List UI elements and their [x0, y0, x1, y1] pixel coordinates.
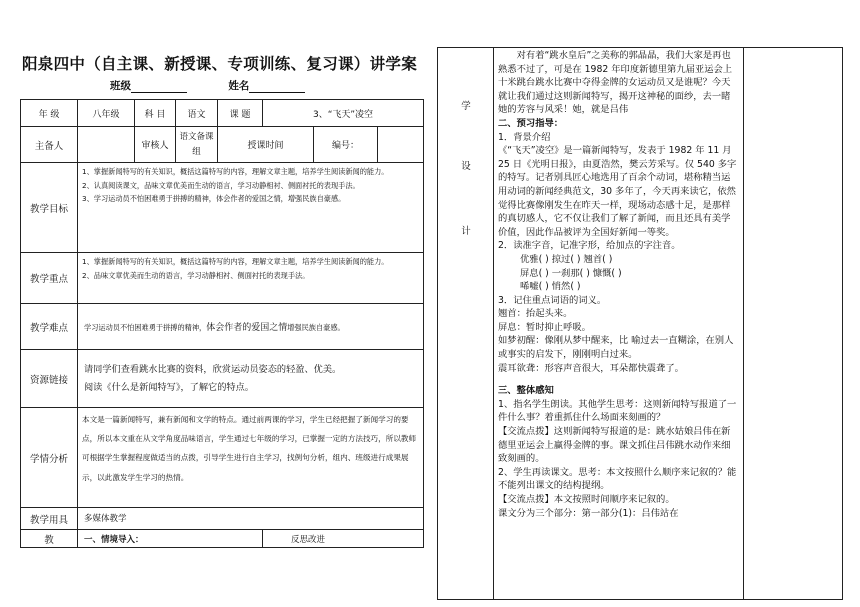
side-char: 设 [461, 161, 471, 172]
preview-heading: 二、预习指导： [498, 117, 564, 129]
name-field[interactable] [249, 80, 305, 93]
side-char: 学 [461, 101, 471, 112]
pinyin-line: 唏嘘( ) 悄然( ) [520, 281, 581, 293]
design-table [437, 47, 843, 600]
page-title: 阳泉四中（自主课、新授课、专项训练、复习课）讲学案 [22, 55, 418, 73]
words-title: 3．记住重点词语的词义。 [498, 294, 607, 306]
design-side-label [438, 48, 494, 600]
tools-label: 教学用具 [21, 508, 78, 530]
subject-value: 语文 [176, 100, 218, 127]
side-char: 计 [461, 226, 471, 237]
resources-content [78, 350, 424, 408]
question: 1、指名学生朗读。其他学生思考：这则新闻特写报道了一件什么事？着重抓住什么场面来刻画的？ [498, 398, 737, 424]
goal-item: 3、学习运动员不怕困难勇于拼搏的精神，体会作者的爱国之情，增强民族自豪感。 [82, 194, 346, 203]
difficulty-text-b: 体会作者的爱国之情 [206, 323, 288, 333]
goal-item: 2、认真阅读课文，品味文章优美而生动的语言，学习动静相衬、侧面衬托的表现手法。 [82, 180, 360, 190]
design-notes-column [744, 48, 843, 600]
preparer-value [78, 127, 135, 163]
answer: 课文分为三个部分：第一部分(1)：吕伟站在 [498, 507, 679, 519]
preparer-label: 主备人 [21, 127, 78, 163]
class-field[interactable] [131, 80, 187, 93]
grade-label: 年 级 [21, 100, 78, 127]
goal-item: 1、掌握新闻特写的有关知识，概括这篇特写的内容，理解文章主题，培养学生阅读新闻的能力。 [82, 167, 389, 176]
pinyin-line: 屏息( ) 一刹那( ) 慷慨( ) [520, 267, 622, 279]
overview-heading: 三、整体感知 [498, 385, 554, 397]
question: 2、学生再读课文。思考：本文按照什么顺序来记叙的？能不能列出课文的结构提纲。 [498, 466, 737, 492]
design-content [494, 48, 744, 600]
topic-value: 3、“飞天”凌空 [263, 100, 424, 127]
difficulty-text-c: 增强民族自豪感。 [287, 323, 345, 332]
reviewer-label: 审核人 [135, 127, 176, 163]
time-label: 授课时间 [218, 127, 314, 163]
reading-title: 2．读准字音，记准字形，给加点的字注音。 [498, 240, 681, 252]
resources-label: 资源链接 [21, 350, 78, 408]
grade-value: 八年级 [78, 100, 135, 127]
subject-label: 科 目 [135, 100, 176, 127]
number-value [378, 127, 424, 163]
topic-label: 课 题 [218, 100, 263, 127]
analysis-content: 本文是一篇新闻特写，兼有新闻和文学的特点。通过前两课的学习，学生已经把握了新闻学习的要点，所以本文重在从文学角度品味语言，学生通过七年级的学习，已掌握一定的方法技巧，所以教师可根据学生掌握程度做适当的点拨，引导学生进行自主学习，找例句分析，组内、班级进行成果展示，以此激发学生学习的热情。 [78, 408, 424, 508]
pinyin-line: 优雅( ) 掠过( ) 翘首( ) [520, 253, 613, 265]
goals-content [78, 163, 424, 253]
word-definition: 翘首：抬起头来。 [498, 308, 573, 320]
lesson-info-table [20, 99, 424, 548]
number-label: 编号： [314, 127, 378, 163]
difficulty-content [78, 304, 424, 350]
tools-value: 多媒体教学 [78, 508, 424, 530]
focus-item: 1、掌握新闻特写的有关知识，概括这篇特写的内容，理解文章主题，培养学生阅读新闻的能力。 [82, 257, 389, 266]
background-text: 《“飞天”凌空》是一篇新闻特写，发表于 1982 年 11 月 25 日《光明日报》，由夏浩然，樊云芳采写。仅 540 多字的特写。记者别具匠心地选用了百余个动词，堪称精当运用动词的新闻经典范文，30 多年了，今天再来读它，依然觉得比赛像刚发生在昨天一样，现场动态感十足，是那样的真切感人，它不仅让我们了解了新闻，而且还具有美学价值，因此作品被评为全国好新闻一等奖。 [498, 145, 737, 238]
focus-item: 2、品味文章优美而生动的语言，学习动静相衬、侧面衬托的表现手法。 [82, 270, 310, 280]
word-definition: 屏息：暂时抑止呼吸。 [498, 321, 591, 333]
goals-label: 教学目标 [21, 163, 78, 253]
analysis-label: 学情分析 [21, 408, 78, 508]
resource-line: 请同学们查看跳水比赛的资料，欣赏运动员姿态的轻盈、优美。 [84, 363, 342, 375]
answer: 【交流点拨】这则新闻特写报道的是：跳水姑娘吕伟在新德里亚运会上赢得金牌的事。课文抓住吕伟跳水动作来细致刻画的。 [498, 426, 731, 465]
answer: 【交流点拨】本文按照时间顺序来记叙的。 [498, 494, 675, 505]
group-label: 语文备课组 [176, 127, 218, 163]
word-definition: 震耳欲聋：形容声音很大，耳朵都快震聋了。 [498, 362, 684, 374]
difficulty-text-a: 学习运动员不怕困难勇于拼搏的精神， [84, 323, 207, 332]
student-info-row [110, 78, 305, 93]
focus-content [78, 253, 424, 304]
class-label: 班级 [110, 80, 131, 92]
difficulty-label: 教学难点 [21, 304, 78, 350]
background-title: 1．背景介绍 [498, 131, 551, 143]
resource-line: 阅读《什么是新闻特写》，了解它的特点。 [84, 381, 254, 393]
situation-intro-heading: 一、情境导入： [78, 530, 263, 548]
bottom-label: 教 [21, 530, 78, 548]
focus-label: 教学重点 [21, 253, 78, 304]
reflect-label: 反思改进 [263, 530, 424, 548]
name-label: 姓名 [228, 80, 250, 92]
intro-paragraph: 对有着“跳水皇后”之美称的郭晶晶，我们大家是再也熟悉不过了，可是在 1982 年印度新德里第九届亚运会上十米跳台跳水比赛中夺得金牌的女运动员又是谁呢？今天就让我们通过这则新闻特写，揭开这神秘的面纱，去一睹她的芳容与风采！她，就是吕伟 [498, 50, 733, 116]
word-definition: 如梦初醒：像刚从梦中醒来，比 喻过去一直糊涂，在别人或事实的启发下，刚刚明白过来。 [498, 335, 734, 361]
